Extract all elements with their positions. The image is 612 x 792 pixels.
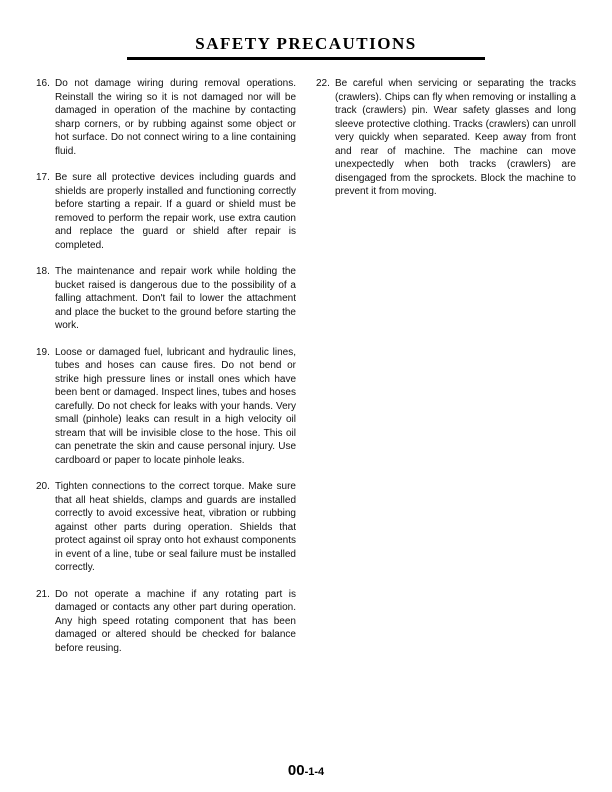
item-text: Do not damage wiring during removal operations. Reinstall the wiring so it is not damaged nor will be damaged in operation of the machine by contacting sharp corners, or by rubbing against some object or hot surface. Do not connect wiring to a line containing fluid. <box>55 78 296 157</box>
item-number: 21. <box>36 588 50 600</box>
list-item-18 <box>36 265 296 333</box>
content-columns <box>36 77 576 668</box>
item-number: 17. <box>36 172 50 183</box>
list-item-16 <box>36 77 296 158</box>
list-item-22 <box>316 77 576 199</box>
item-text: Be careful when servicing or separating the tracks (crawlers). Chips can fly when removing or installing a track (crawlers) pin. Wear safety glasses and long sleeve protective clothing. Tracks (crawlers) can unroll very quickly when separated. Keep away from front and rear of machine. The machine can move unexpectedly when both tracks (crawlers) are disengaged from the sprockets. Block the machine to prevent it from moving. <box>335 78 576 197</box>
item-number: 18. <box>36 266 50 277</box>
list-item-21 <box>36 588 296 656</box>
right-column <box>316 77 576 668</box>
item-number: 19. <box>36 346 50 358</box>
item-text: Loose or damaged fuel, lubricant and hydraulic lines, tubes and hoses can cause fires. Do not bend or strike high pressure lines or install ones which have been bent or damaged. Inspect lines, tubes and hoses carefully. Do not check for leaks with your hands. Very small (pinhole) leaks can result in a high velocity oil stream that will be invisible close to the hose. This oil can penetrate the skin and cause personal injury. Use cardboard or paper to locate pinhole leaks. <box>55 346 296 466</box>
item-text: The maintenance and repair work while holding the bucket raised is dangerous due to the possibility of a falling attachment. Don't fail to lower the attachment and place the bucket to the ground before starting the work. <box>55 266 296 331</box>
page-footer <box>0 762 612 780</box>
page-title: SAFETY PRECAUTIONS <box>195 34 417 53</box>
item-text: Be sure all protective devices including guards and shields are properly installed and functioning correctly before starting a repair. If a guard or shield must be removed to perform the repair work, use extra caution and replace the guard or shield after repair is completed. <box>55 172 296 251</box>
list-item-20 <box>36 480 296 575</box>
item-text: Tighten connections to the correct torque. Make sure that all heat shields, clamps and guards are installed correctly to avoid excessive heat, vibration or rubbing against other parts during operation. Shields that protect against oil spray onto hot exhaust components in event of a line, tube or seal failure must be installed correctly. <box>55 481 296 573</box>
page-header <box>127 34 485 60</box>
list-item-17 <box>36 171 296 252</box>
item-number: 20. <box>36 481 50 492</box>
item-text: Do not operate a machine if any rotating part is damaged or contacts any other part during operation. Any high speed rotating component that has been damaged or altered should be checked for balance before reusing. <box>55 588 296 654</box>
left-column <box>36 77 296 668</box>
item-number: 22. <box>316 78 330 89</box>
list-item-19 <box>36 346 296 468</box>
page-number-sub: -1-4 <box>304 766 325 778</box>
page-number-main: 00 <box>287 762 305 779</box>
item-number: 16. <box>36 78 50 89</box>
